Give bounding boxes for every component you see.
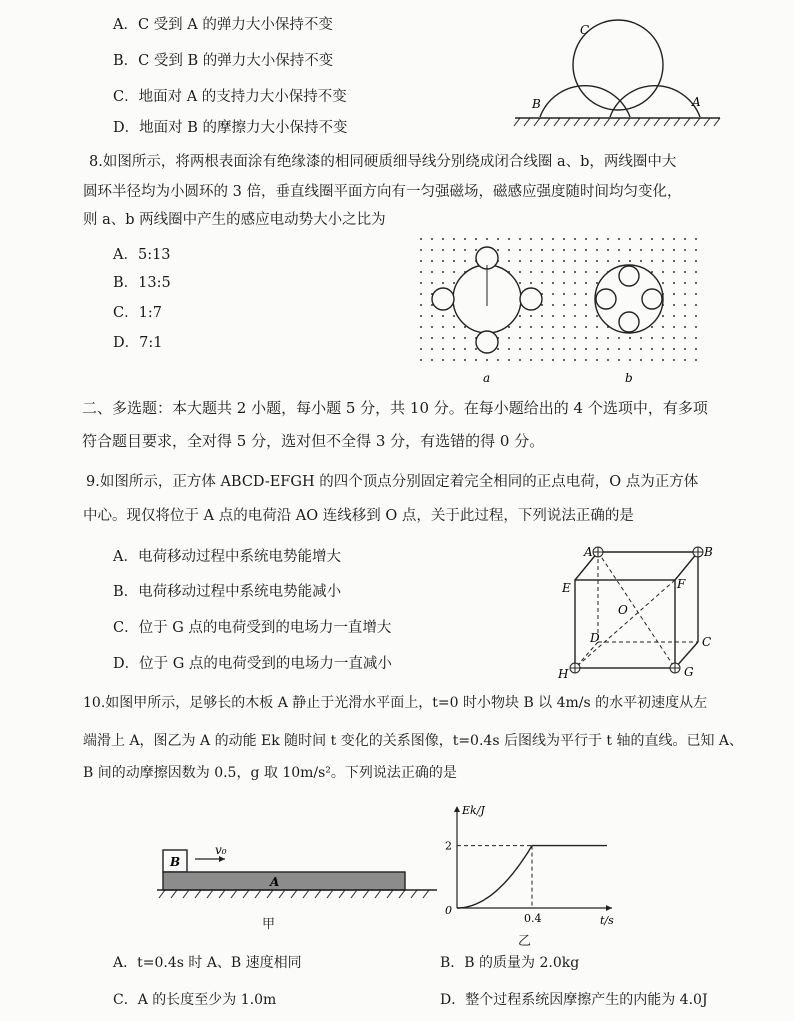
x-tick-label: 0.4 [524,912,542,925]
q7-option-b: B．C 受到 B 的弹力大小保持不变 [113,53,334,69]
label-a: A [692,95,701,109]
q8-coils-figure [418,236,698,386]
section-2-line-1: 二、多选题：本大题共 2 小题，每小题 5 分，共 10 分。在每小题给出的 4 个选项中，有多项 [82,399,708,417]
cube-label-e: E [562,581,571,595]
q9-option-a: A．电荷移动过程中系统电势能增大 [113,549,341,565]
y-tick-label: 2 [445,839,452,853]
q10-option-d: D．整个过程系统因摩擦产生的内能为 4.0J [440,992,708,1008]
cube-label-o: O [618,603,628,617]
q10-option-a: A．t=0.4s 时 A、B 速度相同 [113,955,302,971]
velocity-label: v₀ [215,843,227,857]
q10-stem-line-1: 10.如图甲所示，足够长的木板 A 静止于光滑水平面上，t=0 时小物块 B 以 4m/s 的水平初速度从左 [83,695,708,711]
caption-a: a [483,371,491,385]
q10-stem-line-2: 端滑上 A，图乙为 A 的动能 Ek 随时间 t 变化的关系图像，t=0.4s 后图线为平行于 t 轴的直线。已知 A、 [83,733,744,749]
label-c: C [580,23,590,37]
ground-hatch [514,118,720,126]
q10-board-figure [155,840,440,912]
board-a [163,872,405,890]
q9-option-d: D．位于 G 点的电荷受到的电场力一直减小 [113,656,392,672]
q9-stem-line-1: 9.如图所示，正方体 ABCD-EFGH 的四个顶点分别固定着完全相同的正点电荷，O 点为正方体 [86,474,699,490]
q8-option-c: C．1:7 [113,305,162,321]
label-b: B [532,97,541,111]
q10-option-c: C．A 的长度至少为 1.0m [113,992,277,1008]
x-axis-label: t/s [600,914,614,927]
charge-symbols [570,547,703,673]
cube-label-d: D [590,631,600,645]
cube-label-b: B [704,545,713,559]
y-axis-arrow [454,806,460,812]
q8-option-a: A．5:13 [113,247,171,263]
fig-yi-caption: 乙 [518,934,532,949]
q8-stem-line-2: 圆环半径均为小圆环的 3 倍，垂直线圈平面方向有一匀强磁场，磁感应强度随时间均匀变化， [83,184,682,200]
q7-option-c: C．地面对 A 的支持力大小保持不变 [113,89,347,105]
q9-stem-line-2: 中心。现仅将位于 A 点的电荷沿 AO 连线移到 O 点，关于此过程，下列说法正确的是 [83,508,634,524]
fig-jia-caption: 甲 [262,917,276,932]
q10-option-b: B．B 的质量为 2.0kg [440,955,580,971]
q8-stem-line-3: 则 a、b 两线圈中产生的感应电动势大小之比为 [83,212,386,228]
q8-option-d: D．7:1 [113,335,163,351]
cube-label-c: C [702,635,712,649]
q8-stem-line-1: 8.如图所示，将两根表面涂有绝缘漆的相同硬质细导线分别绕成闭合线圈 a、b，两线圈中大 [89,154,677,170]
cylinder-b [540,86,630,117]
x-axis-arrow [606,905,612,911]
q7-cylinders-figure [510,10,730,135]
cube-label-f: F [677,577,686,591]
q8-option-b: B．13:5 [113,275,171,291]
q7-option-a: A．C 受到 A 的弹力大小保持不变 [113,17,333,33]
q9-option-c: C．位于 G 点的电荷受到的电场力一直增大 [113,620,392,636]
coil-b [595,265,663,333]
y-axis-label: Ek/J [462,804,485,817]
cube-edges [575,552,698,668]
q9-cube-figure [552,538,722,678]
q9-option-b: B．电荷移动过程中系统电势能减小 [113,584,342,600]
cube-label-a: A [584,545,593,559]
caption-b: b [625,371,633,385]
section-2-line-2: 符合题目要求，全对得 5 分，选对但不全得 3 分，有选错的得 0 分。 [82,432,545,450]
block-b-label: B [170,855,181,869]
q7-option-d: D．地面对 B 的摩擦力大小保持不变 [113,120,348,136]
cube-label-g: G [684,665,694,678]
q10-stem-line-3: B 间的动摩擦因数为 0.5，g 取 10m/s²。下列说法正确的是 [83,765,457,781]
board-a-label: A [270,875,280,889]
ek-time-chart [440,800,620,940]
cube-hidden-edges [575,552,698,668]
origin-label: 0 [445,904,452,917]
floor-hatch [159,890,429,898]
cube-label-h: H [558,667,569,678]
